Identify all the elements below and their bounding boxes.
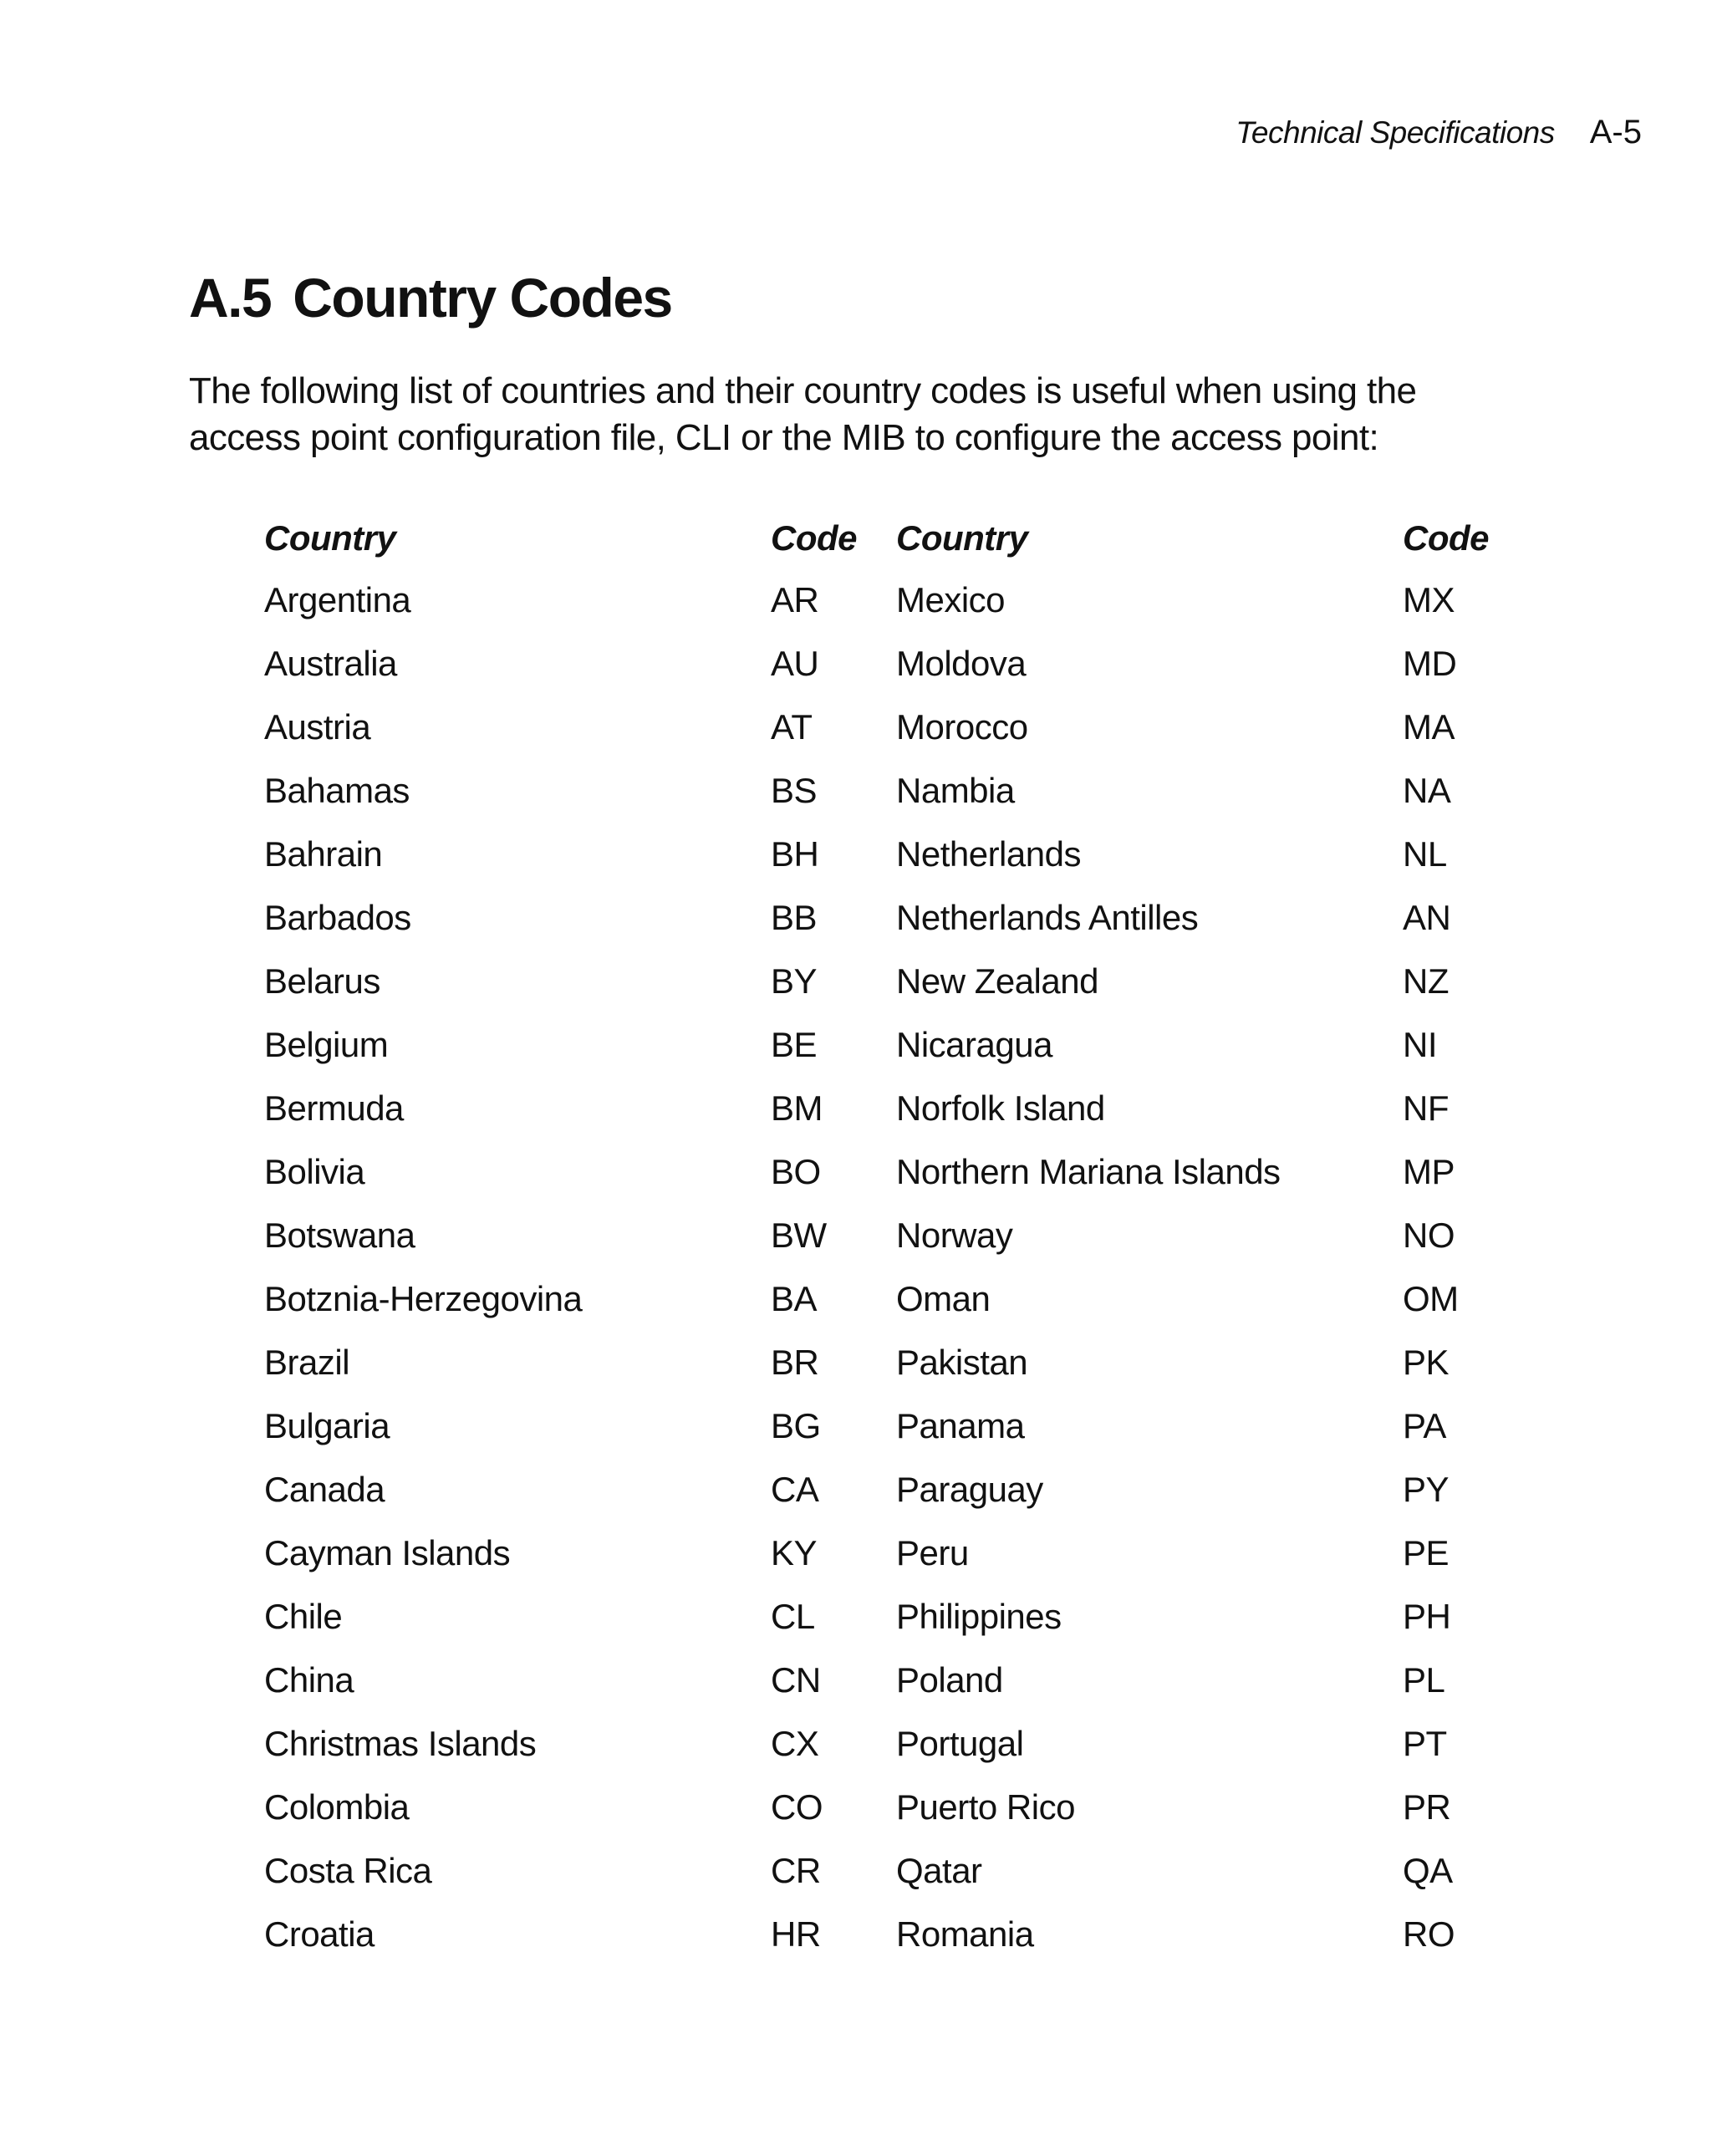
table-row	[264, 1521, 1503, 1585]
table-row	[264, 568, 1503, 632]
country-cell: Paraguay	[896, 1470, 1043, 1509]
country-cell: China	[264, 1660, 354, 1700]
code-cell: AU	[771, 644, 819, 683]
country-cell: Panama	[896, 1406, 1025, 1445]
column-header-country: Country	[264, 518, 396, 558]
country-cell: Croatia	[264, 1914, 374, 1954]
country-cell: Colombia	[264, 1787, 410, 1827]
country-cell: Mexico	[896, 580, 1006, 619]
code-cell: NF	[1403, 1088, 1449, 1128]
table-row	[264, 1839, 1503, 1903]
code-cell: PK	[1403, 1343, 1450, 1382]
code-cell: BE	[771, 1025, 818, 1064]
running-header	[1236, 114, 1642, 151]
country-cell: Norway	[896, 1216, 1013, 1255]
country-cell: Costa Rica	[264, 1851, 432, 1890]
table-row	[264, 1013, 1503, 1077]
code-cell: QA	[1403, 1851, 1453, 1890]
code-cell: MP	[1403, 1152, 1455, 1191]
country-codes-table	[264, 508, 1503, 1966]
code-cell: BB	[771, 898, 818, 937]
country-cell: Belarus	[264, 961, 380, 1001]
country-cell: Peru	[896, 1533, 969, 1572]
country-cell: Nambia	[896, 771, 1015, 810]
column-header-code: Code	[771, 518, 857, 558]
running-header-section: Technical Specifications	[1236, 115, 1555, 150]
code-cell: PH	[1403, 1597, 1451, 1636]
table-row	[264, 1077, 1503, 1140]
country-cell: Bulgaria	[264, 1406, 390, 1445]
country-cell: Bermuda	[264, 1088, 404, 1128]
code-cell: BS	[771, 771, 818, 810]
country-cell: Belgium	[264, 1025, 389, 1064]
country-cell: Puerto Rico	[896, 1787, 1075, 1827]
code-cell: PY	[1403, 1470, 1450, 1509]
country-cell: Qatar	[896, 1851, 982, 1890]
country-cell: Bahamas	[264, 771, 410, 810]
code-cell: PE	[1403, 1533, 1450, 1572]
country-cell: Romania	[896, 1914, 1034, 1954]
code-cell: MX	[1403, 580, 1455, 619]
code-cell: OM	[1403, 1279, 1459, 1318]
code-cell: BH	[771, 834, 819, 874]
country-cell: Norfolk Island	[896, 1088, 1105, 1128]
table-row	[264, 759, 1503, 823]
code-cell: BR	[771, 1343, 819, 1382]
code-cell: BG	[771, 1406, 821, 1445]
code-cell: NZ	[1403, 961, 1449, 1001]
code-cell: MD	[1403, 644, 1457, 683]
code-cell: AN	[1403, 898, 1451, 937]
code-cell: CN	[771, 1660, 821, 1700]
country-cell: New Zealand	[896, 961, 1098, 1001]
table-row	[264, 1140, 1503, 1204]
country-cell: Christmas Islands	[264, 1724, 537, 1763]
country-cell: Oman	[896, 1279, 991, 1318]
country-cell: Pakistan	[896, 1343, 1028, 1382]
table-row	[264, 1712, 1503, 1776]
section-title	[189, 266, 672, 329]
country-cell: Portugal	[896, 1724, 1024, 1763]
table-row	[264, 823, 1503, 886]
code-cell: NO	[1403, 1216, 1455, 1255]
code-cell: MA	[1403, 707, 1455, 747]
country-cell: Brazil	[264, 1343, 350, 1382]
code-cell: RO	[1403, 1914, 1455, 1954]
code-cell: BY	[771, 961, 818, 1001]
country-cell: Australia	[264, 644, 397, 683]
code-cell: BW	[771, 1216, 827, 1255]
country-cell: Austria	[264, 707, 371, 747]
table-row	[264, 1649, 1503, 1712]
country-cell: Chile	[264, 1597, 343, 1636]
country-cell: Netherlands	[896, 834, 1081, 874]
table-row	[264, 1331, 1503, 1394]
table-row	[264, 1204, 1503, 1267]
code-cell: PT	[1403, 1724, 1447, 1763]
table-body	[264, 568, 1503, 1966]
table-row	[264, 950, 1503, 1013]
country-cell: Cayman Islands	[264, 1533, 511, 1572]
section-number: A.5	[189, 267, 272, 329]
country-cell: Botswana	[264, 1216, 415, 1255]
code-cell: CX	[771, 1724, 819, 1763]
section-title-text: Country Codes	[293, 267, 672, 329]
country-cell: Canada	[264, 1470, 385, 1509]
table-row	[264, 1458, 1503, 1521]
table-row	[264, 886, 1503, 950]
code-cell: PL	[1403, 1660, 1445, 1700]
code-cell: BM	[771, 1088, 823, 1128]
column-header-country: Country	[896, 518, 1028, 558]
country-cell: Botznia-Herzegovina	[264, 1279, 583, 1318]
country-cell: Moldova	[896, 644, 1027, 683]
code-cell: CA	[771, 1470, 819, 1509]
code-cell: PA	[1403, 1406, 1446, 1445]
country-cell: Argentina	[264, 580, 411, 619]
code-cell: KY	[771, 1533, 818, 1572]
country-cell: Barbados	[264, 898, 411, 937]
code-cell: CL	[771, 1597, 815, 1636]
code-cell: AT	[771, 707, 813, 747]
country-cell: Poland	[896, 1660, 1003, 1700]
code-cell: NL	[1403, 834, 1447, 874]
country-cell: Nicaragua	[896, 1025, 1052, 1064]
country-cell: Morocco	[896, 707, 1028, 747]
country-cell: Philippines	[896, 1597, 1062, 1636]
code-cell: CO	[771, 1787, 823, 1827]
table-row	[264, 1267, 1503, 1331]
page-number: A-5	[1589, 114, 1642, 150]
table-row	[264, 632, 1503, 696]
column-header-code: Code	[1403, 518, 1489, 558]
intro-paragraph: The following list of countries and their country codes is useful when using the access point configuration file, CLI or the MIB to configure the access point:	[189, 370, 1417, 458]
code-cell: NA	[1403, 771, 1451, 810]
code-cell: NI	[1403, 1025, 1437, 1064]
code-cell: HR	[771, 1914, 821, 1954]
table-row	[264, 1776, 1503, 1839]
table-row	[264, 1394, 1503, 1458]
table-header-row	[264, 508, 1503, 568]
code-cell: BA	[771, 1279, 818, 1318]
code-cell: CR	[771, 1851, 821, 1890]
code-cell: PR	[1403, 1787, 1451, 1827]
table-row	[264, 1585, 1503, 1649]
country-cell: Bahrain	[264, 834, 383, 874]
table-row	[264, 696, 1503, 759]
country-cell: Northern Mariana Islands	[896, 1152, 1281, 1191]
code-cell: BO	[771, 1152, 821, 1191]
table-row	[264, 1903, 1503, 1966]
code-cell: AR	[771, 580, 819, 619]
country-cell: Netherlands Antilles	[896, 898, 1199, 937]
country-cell: Bolivia	[264, 1152, 365, 1191]
